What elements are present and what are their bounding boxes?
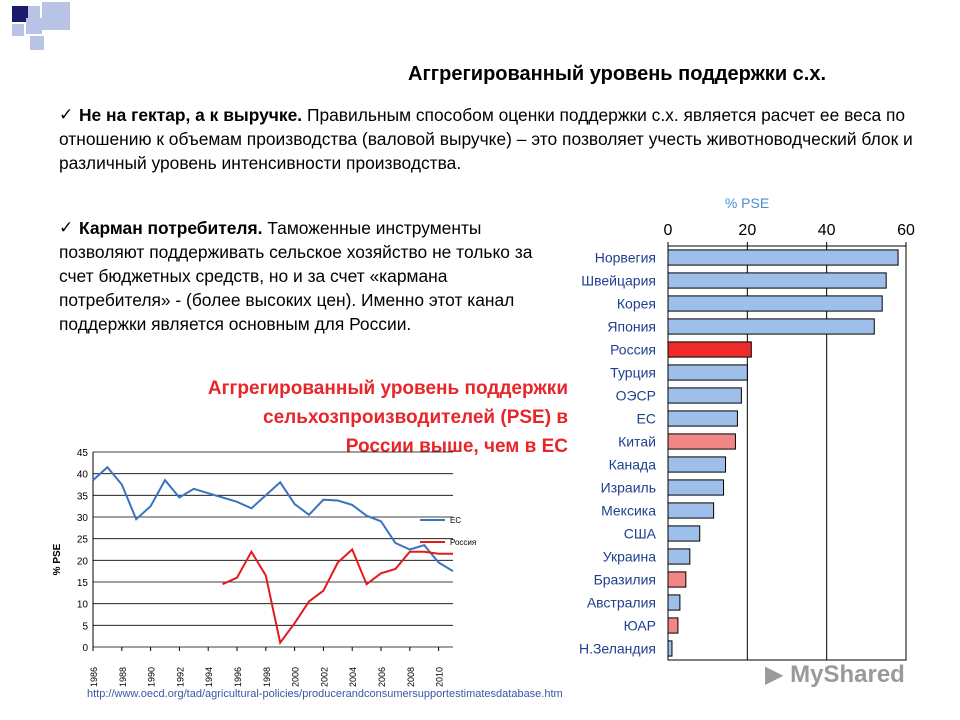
- corner-decoration: [0, 0, 80, 60]
- category-label: Бразилия: [593, 571, 656, 588]
- x-tick-label: 1998: [261, 666, 272, 688]
- category-label: Мексика: [601, 502, 656, 519]
- bar: [668, 434, 735, 449]
- category-label: Австралия: [586, 594, 656, 611]
- checkmark-icon: ✓: [59, 218, 74, 237]
- bar: [668, 296, 882, 311]
- red-heading-line: сельхозпроизводителей (PSE) в: [263, 407, 568, 428]
- y-tick-label: 40: [76, 469, 88, 481]
- red-heading-line: Аггрегированный уровень поддержки: [207, 378, 568, 399]
- y-tick-label: 5: [82, 621, 88, 633]
- category-label: Турция: [610, 364, 656, 381]
- bar: [668, 503, 714, 518]
- deco-square-navy: [12, 6, 28, 22]
- point-lead: Не на гектар, а к выручке.: [79, 105, 303, 125]
- category-label: Россия: [610, 341, 656, 358]
- x-tick-label: 20: [738, 222, 757, 239]
- x-tick-label: 2008: [405, 666, 416, 688]
- series-line: [93, 467, 453, 571]
- bar: [668, 342, 751, 357]
- bar: [668, 641, 672, 656]
- x-tick-label: 40: [817, 222, 836, 239]
- y-tick-label: 10: [76, 599, 88, 611]
- red-heading-line: России выше, чем в ЕС: [345, 436, 568, 457]
- pse-line-chart: [40, 440, 477, 688]
- bar: [668, 457, 726, 472]
- y-tick-label: 0: [82, 643, 88, 654]
- y-tick-label: 30: [76, 513, 88, 524]
- x-tick-label: 1994: [204, 666, 215, 688]
- point-hectare: [59, 103, 919, 175]
- slide-title: Аггрегированный уровень поддержки с.х.: [408, 63, 827, 85]
- pse-bar-chart: [560, 190, 930, 665]
- category-label: ЮАР: [623, 617, 656, 634]
- point-text: Таможенные инструменты позволяют поддерживать сельское хозяйство не только за счет бюджетных средств, но и за счет «кармана потребителя» - (более высоких цен). Именно этот канал поддержки является основным для России.: [59, 218, 533, 334]
- bar: [668, 250, 898, 265]
- bar: [668, 388, 741, 403]
- x-tick-label: 2000: [290, 666, 301, 688]
- bar: [668, 365, 747, 380]
- y-axis-label: % PSE: [52, 543, 63, 576]
- category-label: Украина: [602, 548, 656, 565]
- x-tick-label: 1986: [89, 666, 99, 688]
- bar: [668, 526, 700, 541]
- legend-label: Россия: [450, 538, 477, 547]
- x-tick-label: 2010: [434, 666, 445, 688]
- x-tick-label: 1990: [146, 666, 157, 688]
- x-tick-label: 2004: [348, 666, 359, 688]
- y-tick-label: 25: [76, 534, 88, 546]
- bar: [668, 549, 690, 564]
- source-url[interactable]: http://www.oecd.org/tad/agricultural-policies/producerandconsumersupportestimatesdatabase.htm: [87, 688, 563, 700]
- deco-square-light: [42, 2, 70, 30]
- bar: [668, 411, 737, 426]
- x-tick-label: 1988: [117, 666, 128, 688]
- bar: [668, 273, 886, 288]
- watermark: [765, 660, 905, 689]
- x-tick-label: 0: [663, 222, 673, 239]
- deco-square-light: [30, 36, 44, 50]
- x-tick-label: 2006: [377, 666, 387, 688]
- deco-square-light: [12, 24, 24, 36]
- bar: [668, 319, 874, 334]
- x-tick-label: 60: [897, 222, 915, 239]
- category-label: ОЭСР: [615, 387, 656, 404]
- y-tick-label: 15: [76, 578, 88, 589]
- series-line: [223, 550, 453, 643]
- category-label: Китай: [618, 433, 656, 450]
- y-tick-label: 20: [76, 556, 88, 568]
- point-text: Правильным способом оценки поддержки с.х. является расчет ее веса по отношению к объемам производства (валовой выручке) – это позволяет учесть животноводческий блок и различный уровень интенсивности производства.: [59, 105, 913, 173]
- category-label: Н.Зеландия: [578, 640, 656, 657]
- category-label: ЕС: [636, 410, 656, 427]
- checkmark-icon: ✓: [59, 105, 74, 124]
- bar: [668, 572, 686, 587]
- category-label: США: [623, 525, 656, 542]
- category-label: Япония: [607, 318, 656, 335]
- point-lead: Карман потребителя.: [79, 218, 263, 238]
- y-tick-label: 45: [76, 448, 88, 459]
- deco-square-light: [26, 18, 42, 34]
- x-tick-label: 2002: [319, 666, 330, 688]
- category-label: Канада: [608, 456, 656, 473]
- bar: [668, 480, 724, 495]
- watermark-text: MyShared: [790, 661, 905, 688]
- watermark-icon: ▶: [765, 661, 791, 688]
- point-consumer: [59, 216, 559, 336]
- category-label: Корея: [616, 295, 656, 312]
- y-tick-label: 35: [76, 491, 88, 503]
- category-label: Израиль: [600, 479, 656, 496]
- bar: [668, 595, 680, 610]
- deco-square-light: [28, 6, 40, 18]
- legend-label: ЕС: [450, 516, 462, 525]
- chart-title: % PSE: [724, 195, 770, 211]
- x-tick-label: 1996: [233, 666, 243, 688]
- category-label: Швейцария: [581, 272, 656, 289]
- x-tick-label: 1992: [175, 666, 186, 688]
- category-label: Норвегия: [594, 249, 656, 266]
- bar: [668, 618, 678, 633]
